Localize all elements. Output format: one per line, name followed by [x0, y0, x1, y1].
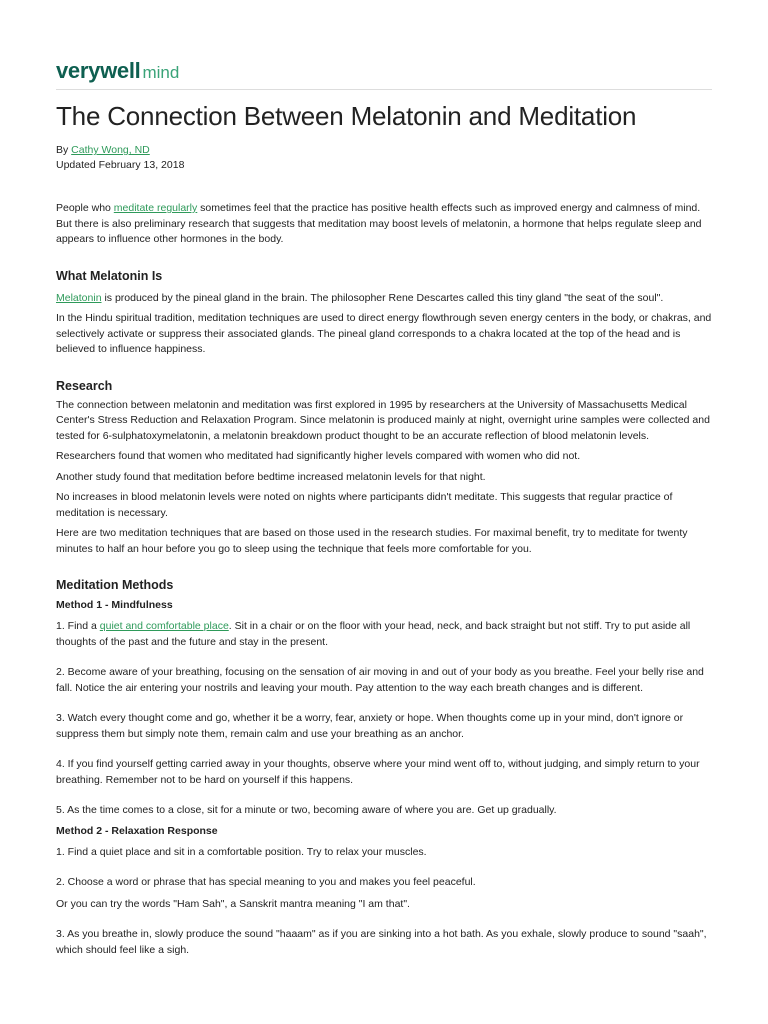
research-paragraph-4: No increases in blood melatonin levels were noted on nights where participants didn't meditate. This suggests that regular practice of meditation is necessary. [56, 491, 673, 519]
method-2-step-1: 1. Find a quiet place and sit in a comfortable position. Try to relax your muscles. [56, 845, 427, 858]
byline [56, 143, 184, 173]
heading-research: Research [56, 378, 113, 393]
method-2-step-2: 2. Choose a word or phrase that has special meaning to you and makes you feel peaceful. [56, 876, 476, 888]
step-text-rest: . Sit in a chair or on the floor with your head, neck, and back straight but not stiff. Try to put aside all thoughts of the past and the future and stay in the present. [56, 620, 691, 648]
meditate-regularly-link[interactable]: meditate regularly [113, 202, 198, 214]
research-paragraph-2: Researchers found that women who meditated had significantly higher levels compared with women who did not. [56, 450, 581, 462]
quiet-place-link[interactable]: quiet and comfortable place [99, 620, 229, 632]
what-paragraph-1 [56, 291, 712, 307]
melatonin-link[interactable]: Melatonin [56, 291, 102, 304]
method-1-step-3: 3. Watch every thought come and go, whether it be a worry, fear, anxiety or hope. When thoughts come up in your mind, don't ignore or suppress them but simply note them, remain calm and use your breathing as an anchor. [56, 712, 684, 740]
research-paragraph-5: Here are two meditation techniques that are based on those used in the research studies. For maximal benefit, try to meditate for twenty minutes to half an hour before you go to sleep using the technique that feels more comfortable for you. [56, 527, 688, 555]
by-prefix: By [56, 144, 72, 156]
what-paragraph-1-text: is produced by the pineal gland in the brain. The philosopher Rene Descartes called this tiny gland "the seat of the soul". [101, 291, 664, 304]
heading-method-2: Method 2 - Relaxation Response [56, 824, 218, 837]
method-2-step-2-note: Or you can try the words "Ham Sah", a Sanskrit mantra meaning "I am that". [56, 897, 410, 910]
author-line [56, 143, 184, 158]
heading-what-melatonin-is: What Melatonin Is [56, 268, 163, 283]
what-paragraph-2: In the Hindu spiritual tradition, meditation techniques are used to direct energy flowthrough seven energy centers in the body, or chakras, and selectively activate or suppress their associated glands. The pineal gland corresponds to a chakra located at the top of the head and is believed to influence happiness. [56, 312, 712, 355]
research-paragraph-3: Another study found that meditation before bedtime increased melatonin levels for that night. [56, 470, 486, 483]
header-divider [56, 89, 712, 90]
heading-meditation-methods: Meditation Methods [56, 578, 174, 592]
method-1-step-4: 4. If you find yourself getting carried away in your thoughts, observe where your mind went off to, without judging, and simply return to your breathing. Remember not to be hard on yourself if this happens. [56, 758, 700, 786]
logo-suffix: mind [142, 63, 180, 82]
author-link[interactable]: Cathy Wong, ND [71, 144, 150, 156]
site-logo[interactable] [56, 58, 179, 86]
page-title: The Connection Between Melatonin and Meditation [56, 101, 637, 131]
method-1-step-2: 2. Become aware of your breathing, focusing on the sensation of air moving in and out of your body as you breathe. Feel your belly rise and fall. Notice the air entering your nostrils and leaving your mouth. Pay attention to the way each breath changes and is different. [56, 666, 704, 694]
method-1-step-1 [56, 619, 712, 650]
heading-method-1: Method 1 - Mindfulness [56, 599, 173, 611]
step-text: 1. Find a [56, 620, 100, 632]
method-1-step-5: 5. As the time comes to a close, sit for a minute or two, becoming aware of where you are. Get up gradually. [56, 804, 557, 816]
article-body [56, 201, 712, 958]
intro-text-rest: sometimes feel that the practice has positive health effects such as improved energy and calmness of mind. But there is also preliminary research that suggests that meditation may boost levels of melatonin, a hormone that helps regulate sleep and appears to influence other hormones in the body. [56, 202, 702, 245]
research-paragraph-1: The connection between melatonin and meditation was first explored in 1995 by researchers at the University of Massachusetts Medical Center's Stress Reduction and Relaxation Program. Since melatonin is produced mainly at night, overnight urine samples were collected and tested for 6-sulphatoxymelatonin, a melatonin breakdown product thought to be an accurate reflection of blood melatonin levels. [56, 398, 710, 442]
intro-paragraph [56, 201, 712, 248]
intro-text: People who [56, 202, 114, 214]
logo-wordmark: verywell [56, 58, 141, 83]
method-2-step-3: 3. As you breathe in, slowly produce the sound "haaam" as if you are sinking into a hot bath. As you exhale, slowly produce to sound "saah", which should feel like a sigh. [56, 928, 707, 956]
updated-date: Updated February 13, 2018 [56, 159, 185, 171]
